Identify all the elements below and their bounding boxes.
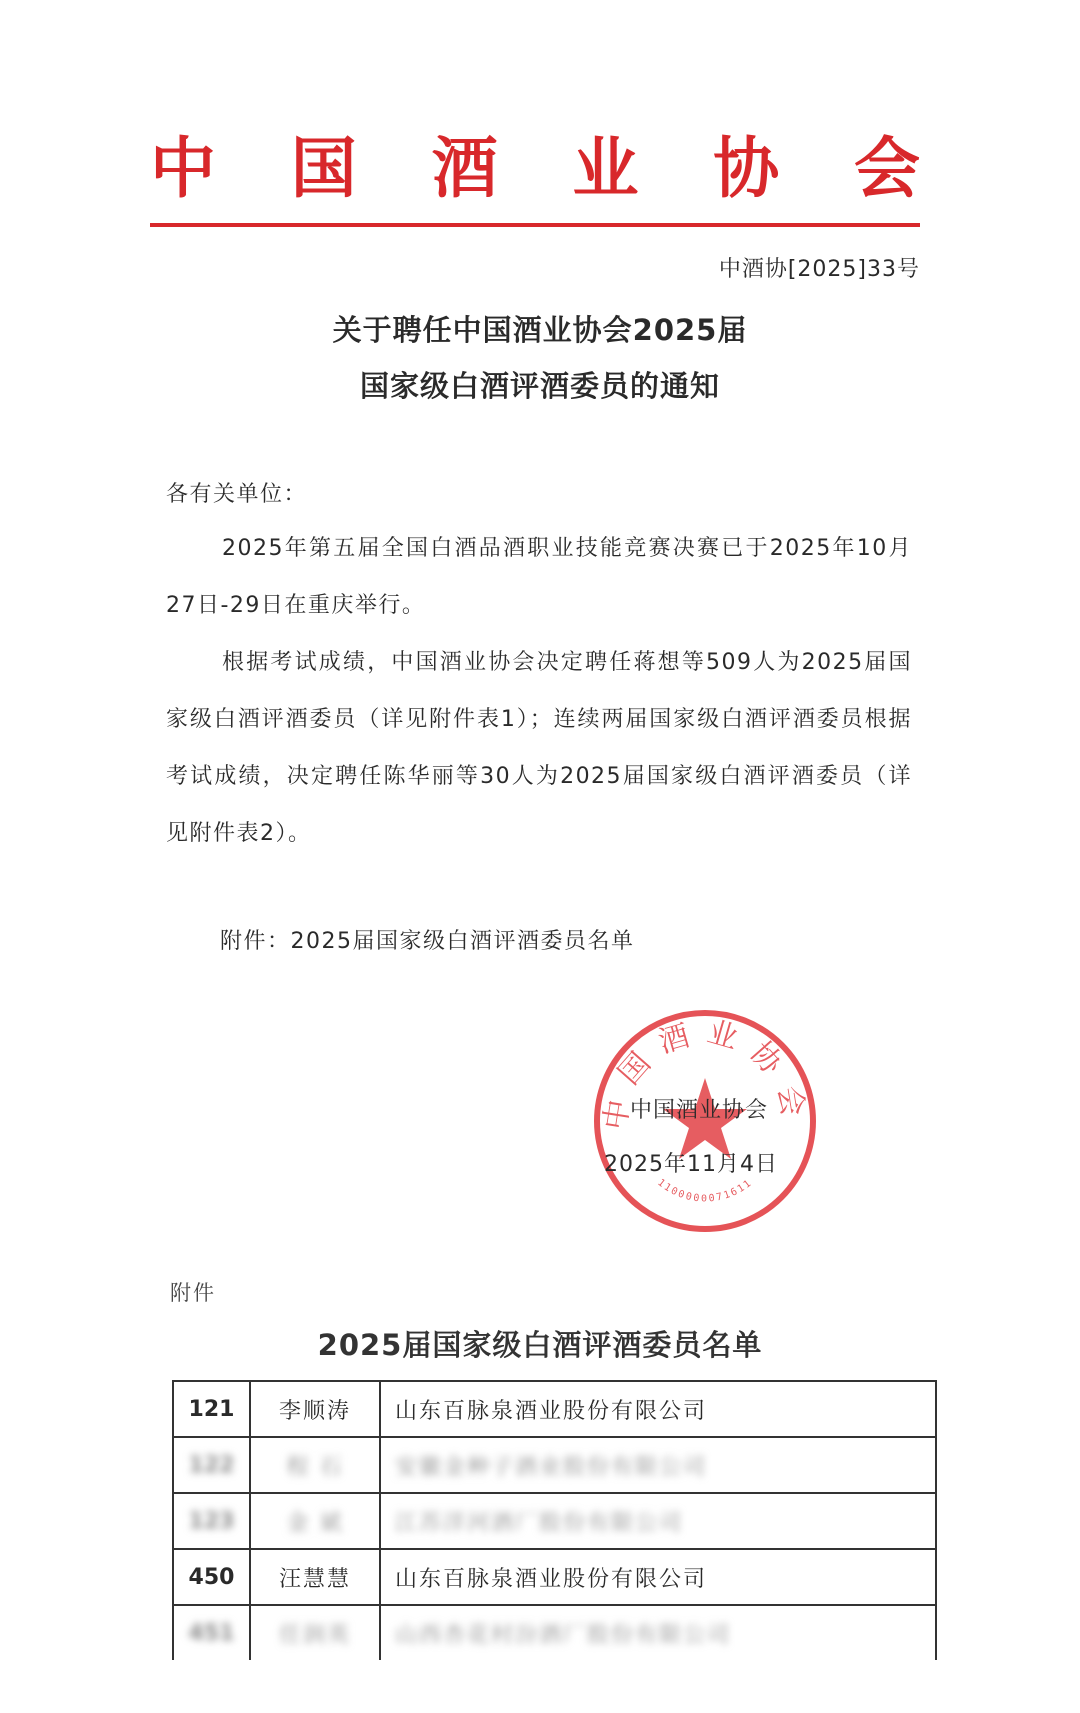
table-row bbox=[173, 1493, 936, 1549]
table-row bbox=[173, 1437, 936, 1493]
judge-roster-table bbox=[172, 1380, 937, 1660]
svg-text:中国酒业协会: 中国酒业协会 bbox=[597, 1014, 813, 1133]
judge-organization: 山西杏花村汾酒厂股份有限公司 bbox=[380, 1605, 936, 1660]
table-row bbox=[173, 1549, 936, 1605]
row-number: 121 bbox=[173, 1381, 250, 1437]
body-paragraph: 2025年第五届全国白酒品酒职业技能竞赛决赛已于2025年10月27日-29日在重庆举行。 bbox=[166, 536, 912, 618]
judge-name: 李顺涛 bbox=[250, 1381, 380, 1437]
document-title-line-2: 国家级白酒评酒委员的通知 bbox=[359, 369, 720, 403]
row-number: 123 bbox=[173, 1493, 250, 1549]
annex-label: 附件 bbox=[170, 1281, 216, 1305]
judge-name: 金 斌 bbox=[250, 1493, 380, 1549]
judge-organization: 山东百脉泉酒业股份有限公司 bbox=[380, 1381, 936, 1437]
document-number: 中酒协[2025]33号 bbox=[718, 257, 920, 282]
annex-title: 2025届国家级白酒评酒委员名单 bbox=[317, 1328, 763, 1362]
document-title-line-1: 关于聘任中国酒业协会2025届 bbox=[332, 313, 748, 347]
signature-date: 2025年11月4日 bbox=[604, 1152, 778, 1177]
salutation: 各有关单位： bbox=[166, 482, 308, 507]
svg-text:1100000071611: 1100000071611 bbox=[655, 1177, 755, 1205]
letterhead-divider bbox=[150, 223, 920, 227]
judge-organization: 江苏洋河酒厂股份有限公司 bbox=[380, 1493, 936, 1549]
table-row bbox=[173, 1605, 936, 1660]
judge-organization: 山东百脉泉酒业股份有限公司 bbox=[380, 1549, 936, 1605]
letterhead-char: 业 bbox=[572, 129, 639, 207]
row-number: 122 bbox=[173, 1437, 250, 1493]
judge-organization: 安徽金种子酒业股份有限公司 bbox=[380, 1437, 936, 1493]
row-number: 450 bbox=[173, 1549, 250, 1605]
signature-organization: 中国酒业协会 bbox=[630, 1098, 769, 1123]
letterhead bbox=[150, 128, 920, 208]
body-paragraph: 根据考试成绩，中国酒业协会决定聘任蒋想等509人为2025届国家级白酒评酒委员（详见附件表1）；连续两届国家级白酒评酒委员根据考试成绩，决定聘任陈华丽等30人为2025届国家级白酒评酒委员（详见附件表2）。 bbox=[166, 650, 912, 846]
letterhead-char: 中 bbox=[150, 129, 216, 207]
letterhead-char: 协 bbox=[713, 129, 780, 207]
table-row bbox=[173, 1381, 936, 1437]
letterhead-char: 酒 bbox=[431, 129, 498, 207]
attachment-line: 附件：2025届国家级白酒评酒委员名单 bbox=[220, 929, 635, 954]
letterhead-char: 国 bbox=[290, 129, 357, 207]
judge-name: 任润英 bbox=[250, 1605, 380, 1660]
letterhead-char: 会 bbox=[853, 129, 920, 207]
judge-name: 程 石 bbox=[250, 1437, 380, 1493]
judge-name: 汪慧慧 bbox=[250, 1549, 380, 1605]
row-number: 451 bbox=[173, 1605, 250, 1660]
